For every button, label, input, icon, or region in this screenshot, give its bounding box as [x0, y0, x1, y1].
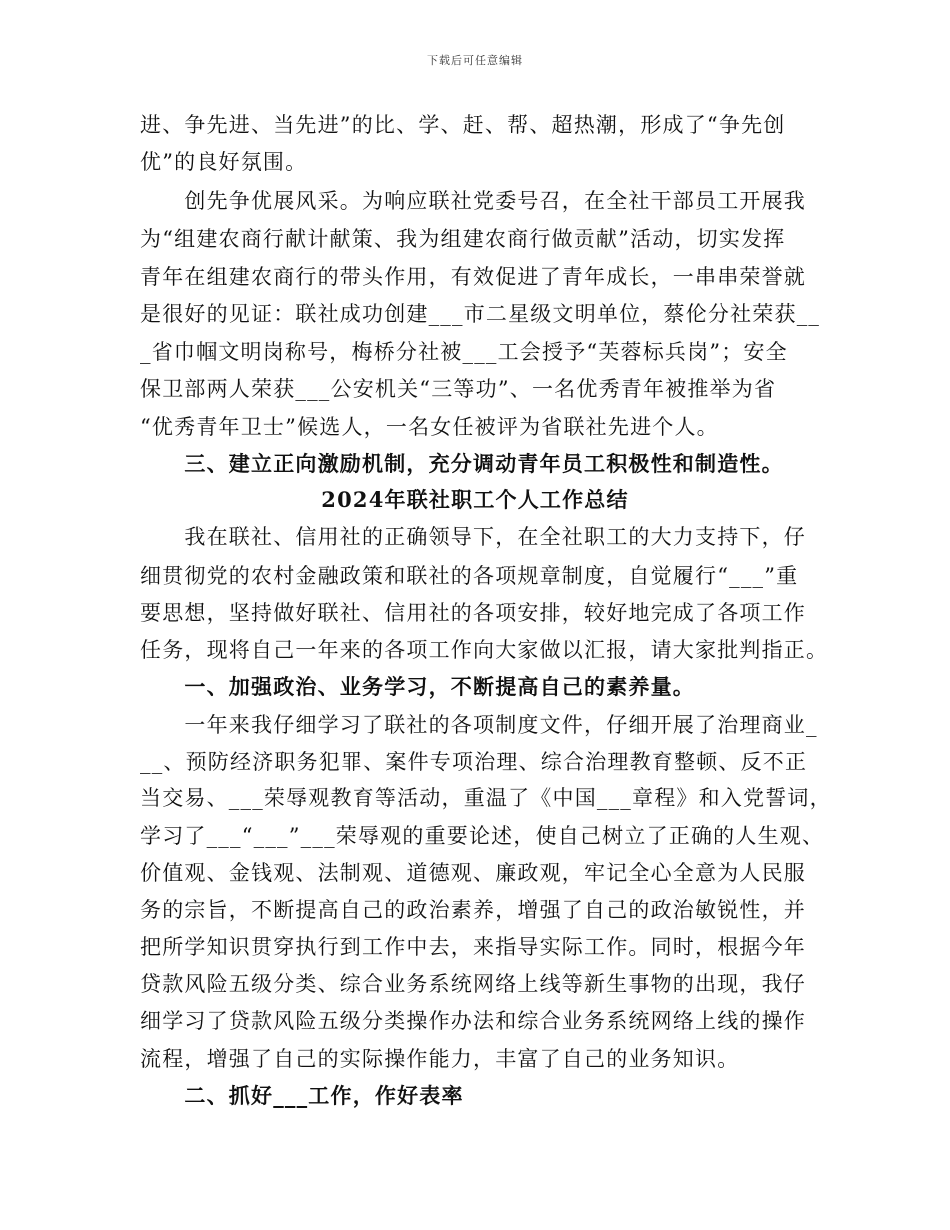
section-heading: 一、加强政治、业务学习，不断提高自己的素养量。: [140, 674, 695, 699]
page-header: 下载后可任意编辑: [427, 54, 523, 67]
text-line: 学习了___“___”___荣辱观的重要论述，使自己树立了正确的人生观、: [140, 824, 825, 848]
text-line: 务的宗旨，不断提高自己的政治素养，增强了自己的政治敏锐性，并: [140, 898, 806, 922]
text-line: 创先争优展风采。为响应联社党委号召，在全社干部员工开展我: [140, 189, 806, 213]
text-line: __、预防经济职务犯罪、案件专项治理、综合治理教育整顿、反不正: [140, 750, 808, 774]
text-line: 优”的良好氛围。: [140, 150, 308, 174]
text-line: 是很好的见证：联社成功创建___市二星级文明单位，蔡伦分社荣获__: [140, 302, 821, 326]
text-line: 进、争先进、当先进”的比、学、赶、帮、超热潮，形成了“争先创: [140, 113, 786, 137]
text-line: 任务，现将自己一年来的各项工作向大家做以汇报，请大家批判指正。: [140, 638, 829, 662]
text-line: 把所学知识贯穿执行到工作中去，来指导实际工作。同时，根据今年: [140, 935, 806, 959]
text-line: 当交易、___荣辱观教育等活动，重温了《中国___章程》和入党誓词，: [140, 786, 832, 810]
text-line: _省巾帼文明岗称号，梅桥分社被___工会授予“芙蓉标兵岗”；安全: [140, 340, 788, 364]
text-line: 要思想，坚持做好联社、信用社的各项安排，较好地完成了各项工作: [140, 601, 806, 625]
section-heading: 二、抓好___工作，作好表率: [140, 1083, 464, 1108]
text-line: 细学习了贷款风险五级分类操作办法和综合业务系统网络上线的操作: [140, 1009, 806, 1033]
section-heading: 三、建立正向激励机制，充分调动青年员工积极性和制造性。: [140, 451, 784, 476]
text-line: 我在联社、信用社的正确领导下，在全社职工的大力支持下，仔: [140, 525, 806, 549]
text-line: 一年来我仔细学习了联社的各项制度文件，仔细开展了治理商业_: [140, 713, 818, 737]
text-line: 价值观、金钱观、法制观、道德观、廉政观，牢记全心全意为人民服: [140, 861, 806, 885]
text-line: 流程，增强了自己的实际操作能力，丰富了自己的业务知识。: [140, 1047, 740, 1071]
text-line: 保卫部两人荣获___公安机关“三等功”、一名优秀青年被推举为省: [140, 377, 777, 401]
document-title: 2024年联社职工个人工作总结: [321, 487, 629, 512]
text-line: 细贯彻党的农村金融政策和联社的各项规章制度，自觉履行“___”重: [140, 564, 799, 588]
text-line: 青年在组建农商行的带头作用，有效促进了青年成长，一串串荣誉就: [140, 265, 806, 289]
text-line: “优秀青年卫士”候选人，一名女任被评为省联社先进个人。: [140, 415, 719, 439]
text-line: 贷款风险五级分类、综合业务系统网络上线等新生事物的出现，我仔: [140, 972, 806, 996]
text-line: 为“组建农商行献计献策、我为组建农商行做贡献”活动，切实发挥: [140, 227, 786, 251]
